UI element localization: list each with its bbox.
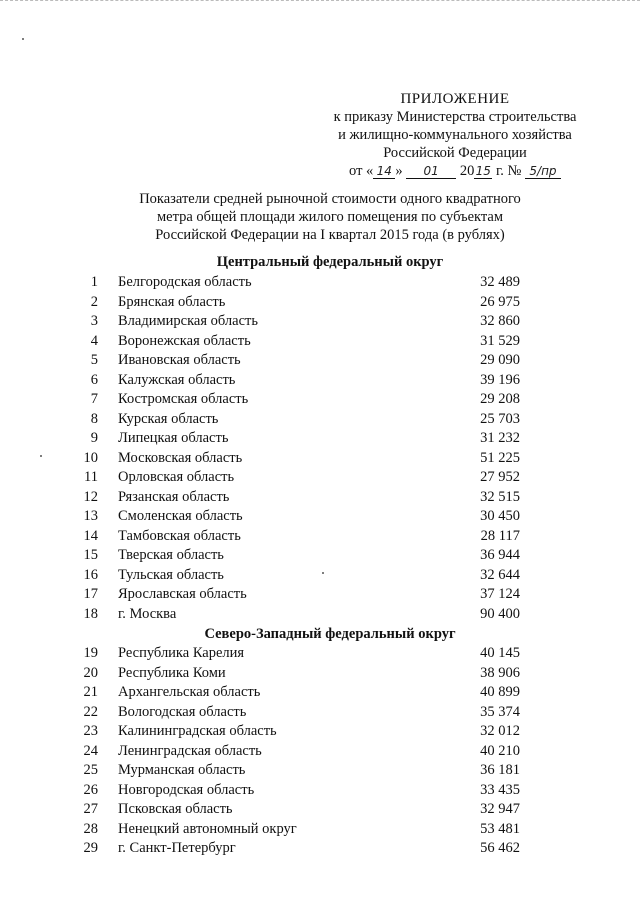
price-value: 40 210 bbox=[480, 742, 520, 759]
row-number: 12 bbox=[83, 488, 98, 505]
document-heading bbox=[120, 190, 540, 244]
region-name: Московская область bbox=[118, 449, 243, 466]
price-value: 29 208 bbox=[480, 391, 520, 407]
price-value: 30 450 bbox=[480, 508, 520, 524]
price-value: 32 644 bbox=[480, 566, 520, 583]
table-row bbox=[0, 567, 640, 587]
row-number: 20 bbox=[83, 664, 98, 681]
appendix-block bbox=[320, 90, 590, 180]
row-number: 16 bbox=[83, 566, 98, 583]
table-row bbox=[0, 372, 640, 392]
table-row bbox=[0, 528, 640, 548]
region-name: г. Санкт-Петербург bbox=[118, 840, 236, 856]
row-number: 13 bbox=[83, 508, 98, 524]
region-name: Брянская область bbox=[118, 293, 226, 310]
order-number: 5/пр bbox=[525, 164, 561, 179]
table-row bbox=[0, 665, 640, 685]
table-row bbox=[0, 294, 640, 314]
table-row bbox=[0, 840, 640, 860]
region-name: Новгородская область bbox=[118, 781, 255, 798]
price-value: 40 145 bbox=[480, 645, 520, 661]
row-number: 6 bbox=[90, 371, 98, 388]
row-number: 25 bbox=[83, 762, 98, 778]
district-title: Центральный федеральный округ bbox=[216, 254, 444, 270]
price-value: 39 196 bbox=[480, 371, 520, 388]
price-value: 35 374 bbox=[480, 703, 520, 720]
table-row bbox=[0, 313, 640, 333]
table-row bbox=[0, 801, 640, 821]
heading-line: Российской Федерации на I квартал 2015 года (в рублях) bbox=[155, 227, 505, 243]
price-value: 36 944 bbox=[480, 547, 520, 563]
price-value: 37 124 bbox=[480, 586, 520, 602]
row-number: 19 bbox=[83, 645, 98, 661]
row-number: 28 bbox=[83, 820, 98, 837]
price-value: 51 225 bbox=[480, 449, 520, 466]
row-number: 11 bbox=[84, 469, 98, 485]
region-name: Смоленская область bbox=[118, 508, 243, 524]
region-name: Вологодская область bbox=[118, 703, 247, 720]
table-row bbox=[0, 704, 640, 724]
table-row bbox=[0, 821, 640, 841]
row-number: 4 bbox=[90, 332, 98, 349]
order-month: 01 bbox=[406, 164, 456, 179]
price-value: 32 012 bbox=[480, 723, 520, 739]
row-number: 18 bbox=[83, 605, 98, 622]
row-number: 24 bbox=[83, 742, 98, 759]
from-label: от « bbox=[349, 163, 374, 179]
table-row bbox=[0, 743, 640, 763]
row-number: 22 bbox=[83, 703, 98, 720]
region-name: Республика Карелия bbox=[118, 645, 245, 661]
row-number: 5 bbox=[90, 352, 98, 368]
region-name: Костромская область bbox=[118, 391, 249, 407]
order-date-line bbox=[320, 162, 590, 180]
table-row bbox=[0, 645, 640, 665]
price-value: 31 529 bbox=[480, 332, 520, 349]
heading-line: метра общей площади жилого помещения по субъектам bbox=[156, 209, 503, 225]
table-row bbox=[0, 762, 640, 782]
price-value: 32 860 bbox=[480, 313, 520, 329]
price-value: 32 947 bbox=[480, 801, 520, 817]
region-name: Мурманская область bbox=[118, 762, 246, 778]
region-name: Ивановская область bbox=[118, 352, 241, 368]
region-name: Ярославская область bbox=[118, 586, 247, 602]
table-row bbox=[0, 723, 640, 743]
district-title: Северо-Западный федеральный округ bbox=[204, 626, 456, 642]
price-value: 27 952 bbox=[480, 469, 520, 485]
row-number: 27 bbox=[83, 801, 98, 817]
price-value: 53 481 bbox=[480, 820, 520, 837]
price-value: 33 435 bbox=[480, 781, 520, 798]
table-row bbox=[0, 782, 640, 802]
price-value: 36 181 bbox=[480, 762, 520, 778]
table-row bbox=[0, 469, 640, 489]
region-name: Калужская область bbox=[118, 371, 236, 388]
year-prefix: 20 bbox=[459, 163, 475, 179]
row-number: 10 bbox=[83, 449, 98, 466]
region-name: Курская область bbox=[118, 410, 219, 427]
table-row bbox=[0, 508, 640, 528]
table-row bbox=[0, 606, 640, 626]
row-number: 21 bbox=[83, 684, 98, 700]
row-number: 8 bbox=[90, 410, 98, 427]
appendix-ministry-line: и жилищно-коммунального хозяйства bbox=[338, 127, 572, 143]
table-row bbox=[0, 450, 640, 470]
price-value: 38 906 bbox=[480, 664, 520, 681]
appendix-order-line: к приказу Министерства строительства bbox=[333, 109, 577, 125]
price-value: 32 515 bbox=[480, 488, 520, 505]
table-row bbox=[0, 391, 640, 411]
year-suffix: г. № bbox=[492, 163, 522, 179]
row-number: 1 bbox=[90, 274, 98, 290]
appendix-federation-line: Российской Федерации bbox=[383, 145, 527, 161]
day-close-quote: » bbox=[395, 163, 403, 179]
region-name: Воронежская область bbox=[118, 332, 251, 349]
scan-top-edge bbox=[0, 0, 640, 2]
row-number: 15 bbox=[83, 547, 98, 563]
price-value: 25 703 bbox=[480, 410, 520, 427]
region-name: Калининградская область bbox=[118, 723, 277, 739]
price-value: 32 489 bbox=[480, 274, 520, 290]
row-number: 26 bbox=[83, 781, 98, 798]
row-number: 2 bbox=[90, 293, 98, 310]
row-number: 3 bbox=[90, 313, 98, 329]
price-value: 28 117 bbox=[480, 527, 520, 544]
region-name: Псковская область bbox=[118, 801, 233, 817]
heading-line: Показатели средней рыночной стоимости одного квадратного bbox=[139, 191, 521, 207]
row-number: 14 bbox=[83, 527, 98, 544]
table-row bbox=[0, 586, 640, 606]
region-name: Республика Коми bbox=[118, 664, 226, 681]
price-value: 56 462 bbox=[480, 840, 520, 856]
region-name: Орловская область bbox=[118, 469, 235, 485]
region-name: Липецкая область bbox=[118, 430, 229, 446]
table-row bbox=[0, 274, 640, 294]
order-year: 15 bbox=[475, 164, 491, 178]
table-row bbox=[0, 333, 640, 353]
region-name: Рязанская область bbox=[118, 488, 230, 505]
region-name: Ненецкий автономный округ bbox=[118, 820, 297, 837]
price-value: 40 899 bbox=[480, 684, 520, 700]
row-number: 23 bbox=[83, 723, 98, 739]
table-row bbox=[0, 430, 640, 450]
region-name: Белгородская область bbox=[118, 274, 252, 290]
row-number: 9 bbox=[90, 430, 98, 446]
table-row bbox=[0, 411, 640, 431]
region-name: г. Москва bbox=[118, 605, 177, 622]
row-number: 29 bbox=[83, 840, 98, 856]
price-value: 90 400 bbox=[480, 605, 520, 622]
region-name: Архангельская область bbox=[118, 684, 261, 700]
region-name: Тверская область bbox=[118, 547, 224, 563]
region-name: Ленинградская область bbox=[118, 742, 262, 759]
row-number: 17 bbox=[83, 586, 98, 602]
price-value: 31 232 bbox=[480, 430, 520, 446]
price-value: 29 090 bbox=[480, 352, 520, 368]
appendix-title: ПРИЛОЖЕНИЕ bbox=[400, 91, 510, 107]
table-row bbox=[0, 547, 640, 567]
region-name: Тульская область bbox=[118, 566, 224, 583]
table-row bbox=[0, 684, 640, 704]
price-value: 26 975 bbox=[480, 293, 520, 310]
table-row bbox=[0, 352, 640, 372]
scan-speck bbox=[22, 38, 24, 40]
row-number: 7 bbox=[90, 391, 98, 407]
order-day: 14 bbox=[373, 164, 395, 179]
region-name: Тамбовская область bbox=[118, 527, 241, 544]
region-name: Владимирская область bbox=[118, 313, 258, 329]
table-row bbox=[0, 489, 640, 509]
